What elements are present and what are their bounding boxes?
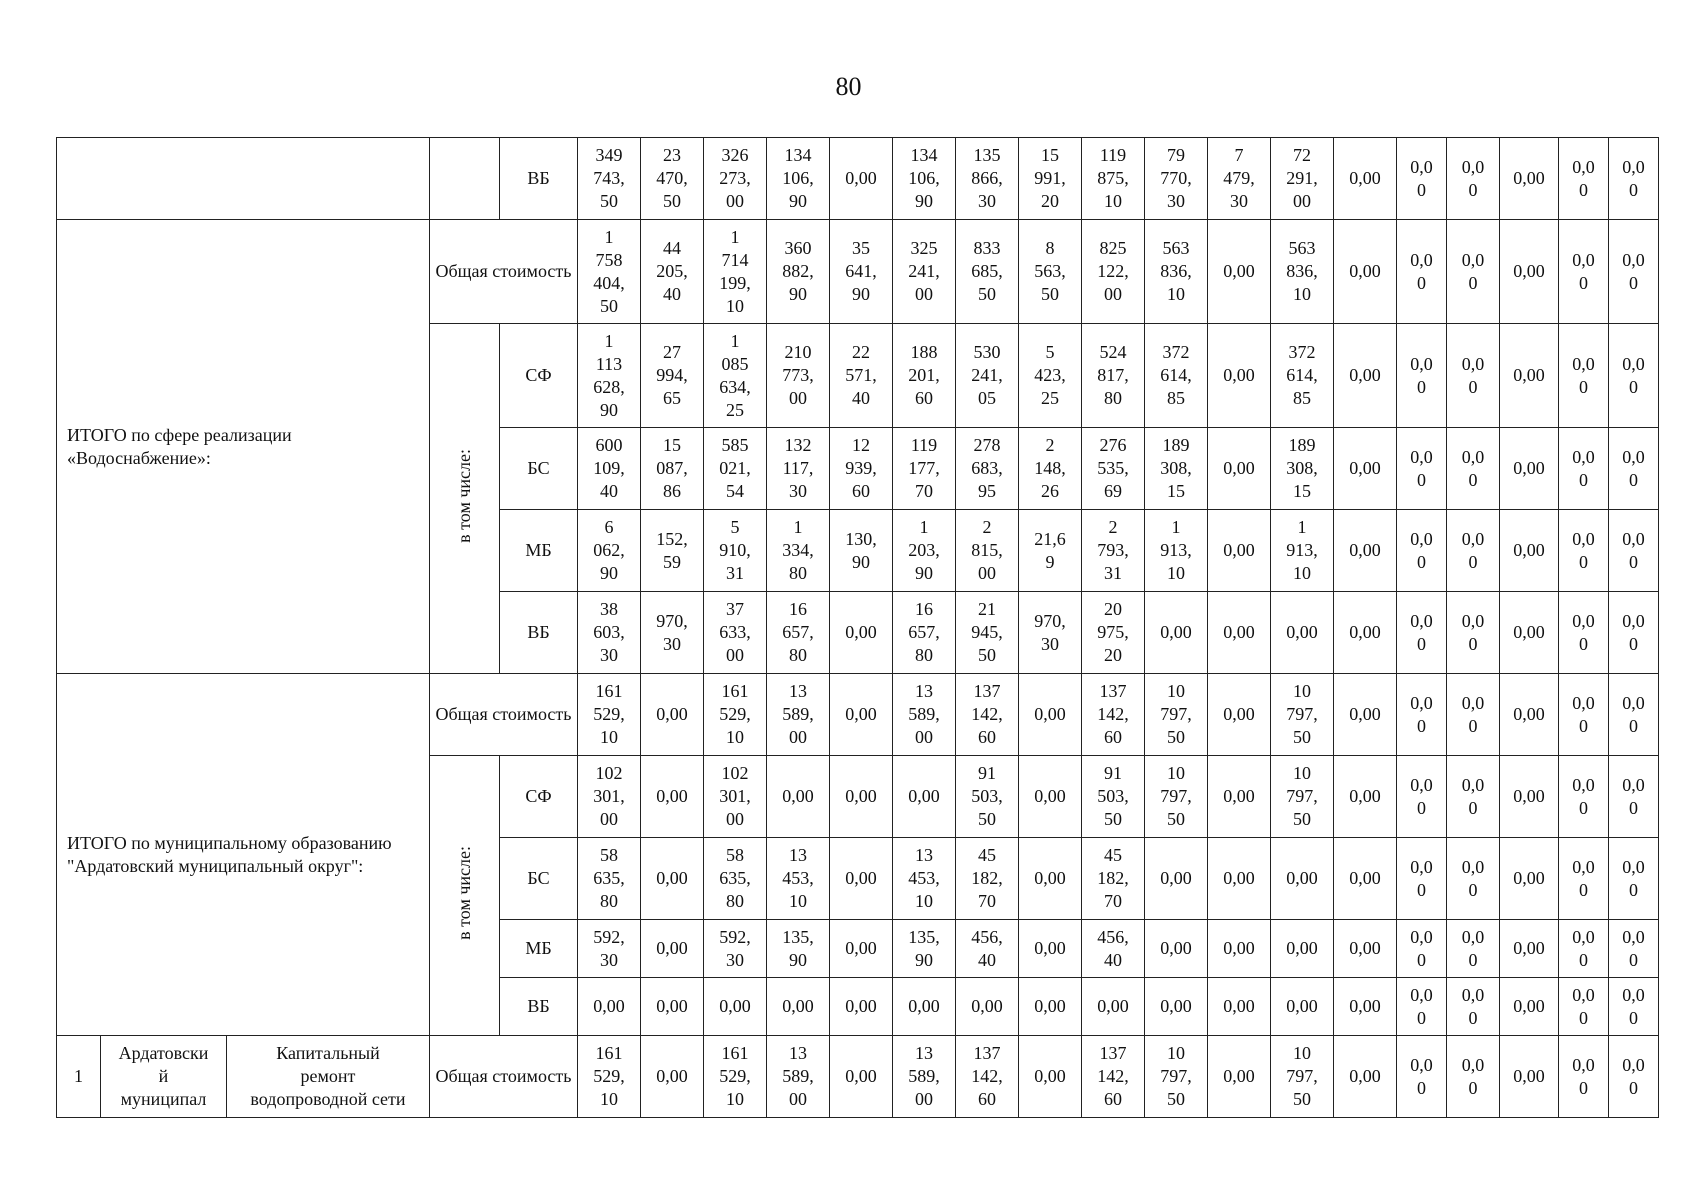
value-cell: 0,00 — [1334, 324, 1397, 428]
value-cell: 1 334, 80 — [767, 510, 830, 592]
source-label: ВБ — [500, 978, 578, 1036]
value-cell: 0,00 — [1500, 592, 1559, 674]
value-cell: 137 142, 60 — [1082, 1036, 1145, 1118]
value-cell: 0,00 — [1208, 838, 1271, 920]
value-cell: 0,0 0 — [1397, 978, 1447, 1036]
value-cell: 0,0 0 — [1559, 920, 1609, 978]
value-cell: 22 571, 40 — [830, 324, 893, 428]
value-cell: 0,00 — [830, 592, 893, 674]
item-municipality: Ардатовски й муниципал — [101, 1036, 227, 1118]
value-cell: 0,00 — [1019, 674, 1082, 756]
value-cell: 0,0 0 — [1609, 838, 1659, 920]
value-cell: 91 503, 50 — [1082, 756, 1145, 838]
value-cell: 13 453, 10 — [893, 838, 956, 920]
value-cell: 5 423, 25 — [1019, 324, 1082, 428]
value-cell: 0,00 — [1334, 674, 1397, 756]
value-cell: 0,0 0 — [1609, 978, 1659, 1036]
value-cell: 44 205, 40 — [641, 220, 704, 324]
value-cell: 2 815, 00 — [956, 510, 1019, 592]
value-cell: 0,0 0 — [1559, 428, 1609, 510]
value-cell: 0,0 0 — [1447, 510, 1500, 592]
value-cell: 0,00 — [1334, 510, 1397, 592]
value-cell: 0,00 — [1500, 510, 1559, 592]
value-cell: 0,00 — [1208, 1036, 1271, 1118]
value-cell: 0,0 0 — [1609, 592, 1659, 674]
value-cell: 0,00 — [1334, 1036, 1397, 1118]
value-cell: 10 797, 50 — [1145, 674, 1208, 756]
total-cost-label: Общая стоимость — [430, 220, 578, 324]
value-cell: 1 085 634, 25 — [704, 324, 767, 428]
table-row — [57, 1036, 1659, 1118]
value-cell: 0,0 0 — [1559, 1036, 1609, 1118]
value-cell: 0,00 — [1271, 838, 1334, 920]
item-object: Капитальный ремонт водопроводной сети — [227, 1036, 430, 1118]
source-label: СФ — [500, 756, 578, 838]
value-cell: 592, 30 — [704, 920, 767, 978]
value-cell: 58 635, 80 — [578, 838, 641, 920]
value-cell: 0,00 — [1208, 920, 1271, 978]
value-cell: 72 291, 00 — [1271, 138, 1334, 220]
value-cell: 0,00 — [893, 756, 956, 838]
value-cell: 91 503, 50 — [956, 756, 1019, 838]
value-cell: 0,00 — [1334, 838, 1397, 920]
value-cell: 563 836, 10 — [1271, 220, 1334, 324]
value-cell: 2 793, 31 — [1082, 510, 1145, 592]
value-cell: 0,00 — [1208, 592, 1271, 674]
value-cell: 0,0 0 — [1559, 324, 1609, 428]
value-cell: 135, 90 — [893, 920, 956, 978]
value-cell: 119 177, 70 — [893, 428, 956, 510]
value-cell: 0,00 — [830, 138, 893, 220]
value-cell: 0,0 0 — [1447, 838, 1500, 920]
value-cell: 0,0 0 — [1447, 592, 1500, 674]
value-cell: 0,0 0 — [1609, 428, 1659, 510]
value-cell: 0,0 0 — [1447, 220, 1500, 324]
value-cell: 0,0 0 — [1447, 920, 1500, 978]
source-label: СФ — [500, 324, 578, 428]
item-number: 1 — [57, 1036, 101, 1118]
value-cell: 1 113 628, 90 — [578, 324, 641, 428]
value-cell: 0,0 0 — [1397, 756, 1447, 838]
value-cell: 0,00 — [1500, 324, 1559, 428]
value-cell: 0,0 0 — [1609, 674, 1659, 756]
value-cell: 0,00 — [1271, 592, 1334, 674]
source-label: БС — [500, 838, 578, 920]
value-cell: 13 453, 10 — [767, 838, 830, 920]
value-cell: 20 975, 20 — [1082, 592, 1145, 674]
value-cell: 0,00 — [1500, 838, 1559, 920]
value-cell: 79 770, 30 — [1145, 138, 1208, 220]
value-cell: 0,0 0 — [1559, 592, 1609, 674]
value-cell: 16 657, 80 — [767, 592, 830, 674]
value-cell: 0,0 0 — [1559, 220, 1609, 324]
value-cell: 0,00 — [1500, 1036, 1559, 1118]
value-cell: 456, 40 — [956, 920, 1019, 978]
value-cell: 970, 30 — [1019, 592, 1082, 674]
value-cell: 0,00 — [1334, 138, 1397, 220]
value-cell: 0,0 0 — [1397, 920, 1447, 978]
value-cell: 15 991, 20 — [1019, 138, 1082, 220]
value-cell: 0,00 — [1208, 324, 1271, 428]
value-cell: 0,0 0 — [1447, 324, 1500, 428]
including-label-cell — [430, 756, 500, 1036]
value-cell: 0,00 — [1145, 920, 1208, 978]
value-cell: 0,0 0 — [1609, 220, 1659, 324]
value-cell: 0,00 — [1500, 756, 1559, 838]
value-cell: 189 308, 15 — [1271, 428, 1334, 510]
value-cell: 5 910, 31 — [704, 510, 767, 592]
value-cell: 0,0 0 — [1559, 978, 1609, 1036]
source-label: ВБ — [500, 138, 578, 220]
value-cell: 0,00 — [767, 756, 830, 838]
value-cell: 825 122, 00 — [1082, 220, 1145, 324]
value-cell: 13 589, 00 — [893, 674, 956, 756]
value-cell: 0,00 — [578, 978, 641, 1036]
value-cell: 15 087, 86 — [641, 428, 704, 510]
value-cell: 10 797, 50 — [1145, 1036, 1208, 1118]
value-cell: 372 614, 85 — [1271, 324, 1334, 428]
value-cell: 13 589, 00 — [767, 1036, 830, 1118]
value-cell: 161 529, 10 — [704, 674, 767, 756]
value-cell: 0,00 — [893, 978, 956, 1036]
value-cell: 0,00 — [641, 978, 704, 1036]
value-cell: 0,0 0 — [1559, 138, 1609, 220]
value-cell: 0,00 — [1500, 138, 1559, 220]
value-cell: 585 021, 54 — [704, 428, 767, 510]
including-label: в том числе: — [454, 845, 474, 940]
value-cell: 0,00 — [1208, 428, 1271, 510]
value-cell: 0,00 — [1019, 920, 1082, 978]
value-cell: 0,00 — [1208, 978, 1271, 1036]
source-label: МБ — [500, 510, 578, 592]
source-label: ВБ — [500, 592, 578, 674]
value-cell: 0,0 0 — [1397, 138, 1447, 220]
value-cell: 0,0 0 — [1609, 920, 1659, 978]
value-cell: 0,0 0 — [1447, 1036, 1500, 1118]
value-cell: 152, 59 — [641, 510, 704, 592]
value-cell: 45 182, 70 — [956, 838, 1019, 920]
value-cell: 134 106, 90 — [767, 138, 830, 220]
value-cell: 1 714 199, 10 — [704, 220, 767, 324]
value-cell: 137 142, 60 — [1082, 674, 1145, 756]
value-cell: 0,00 — [830, 1036, 893, 1118]
value-cell: 37 633, 00 — [704, 592, 767, 674]
value-cell: 0,0 0 — [1397, 674, 1447, 756]
value-cell: 0,0 0 — [1397, 838, 1447, 920]
section-title: ИТОГО по сфере реализации «Водоснабжение»: — [57, 220, 430, 674]
table-row — [57, 138, 1659, 220]
value-cell: 0,0 0 — [1397, 428, 1447, 510]
value-cell: 524 817, 80 — [1082, 324, 1145, 428]
value-cell: 0,0 0 — [1397, 592, 1447, 674]
value-cell: 0,0 0 — [1559, 674, 1609, 756]
value-cell: 13 589, 00 — [893, 1036, 956, 1118]
value-cell: 0,00 — [767, 978, 830, 1036]
value-cell: 102 301, 00 — [704, 756, 767, 838]
value-cell: 132 117, 30 — [767, 428, 830, 510]
value-cell: 0,00 — [1019, 978, 1082, 1036]
value-cell: 1 913, 10 — [1271, 510, 1334, 592]
source-label: МБ — [500, 920, 578, 978]
value-cell: 0,00 — [641, 756, 704, 838]
value-cell: 592, 30 — [578, 920, 641, 978]
value-cell: 13 589, 00 — [767, 674, 830, 756]
value-cell: 0,00 — [641, 674, 704, 756]
value-cell: 0,00 — [1500, 920, 1559, 978]
value-cell: 134 106, 90 — [893, 138, 956, 220]
value-cell: 27 994, 65 — [641, 324, 704, 428]
value-cell: 130, 90 — [830, 510, 893, 592]
value-cell: 0,00 — [1208, 220, 1271, 324]
value-cell: 0,0 0 — [1609, 1036, 1659, 1118]
value-cell: 0,0 0 — [1447, 978, 1500, 1036]
value-cell: 0,00 — [1145, 978, 1208, 1036]
value-cell: 6 062, 90 — [578, 510, 641, 592]
value-cell: 35 641, 90 — [830, 220, 893, 324]
value-cell: 0,00 — [830, 674, 893, 756]
value-cell: 1 203, 90 — [893, 510, 956, 592]
value-cell: 0,0 0 — [1609, 756, 1659, 838]
value-cell: 0,0 0 — [1397, 220, 1447, 324]
value-cell: 0,0 0 — [1447, 138, 1500, 220]
value-cell: 326 273, 00 — [704, 138, 767, 220]
value-cell: 0,00 — [1334, 592, 1397, 674]
value-cell: 0,00 — [956, 978, 1019, 1036]
table-row — [57, 674, 1659, 756]
value-cell: 0,00 — [641, 920, 704, 978]
value-cell: 135 866, 30 — [956, 138, 1019, 220]
value-cell: 210 773, 00 — [767, 324, 830, 428]
value-cell: 0,00 — [1500, 220, 1559, 324]
value-cell: 0,0 0 — [1609, 324, 1659, 428]
value-cell: 278 683, 95 — [956, 428, 1019, 510]
value-cell: 1 758 404, 50 — [578, 220, 641, 324]
value-cell: 189 308, 15 — [1145, 428, 1208, 510]
value-cell: 0,00 — [704, 978, 767, 1036]
value-cell: 0,00 — [1208, 674, 1271, 756]
value-cell: 349 743, 50 — [578, 138, 641, 220]
value-cell: 10 797, 50 — [1271, 1036, 1334, 1118]
empty-cell — [430, 138, 500, 220]
section-title: ИТОГО по муниципальному образованию "Ардатовский муниципальный округ": — [57, 674, 430, 1036]
value-cell: 0,00 — [1271, 920, 1334, 978]
value-cell: 23 470, 50 — [641, 138, 704, 220]
value-cell: 0,00 — [641, 1036, 704, 1118]
value-cell: 0,00 — [1019, 756, 1082, 838]
value-cell: 0,00 — [1500, 428, 1559, 510]
value-cell: 600 109, 40 — [578, 428, 641, 510]
value-cell: 21,6 9 — [1019, 510, 1082, 592]
value-cell: 0,0 0 — [1397, 324, 1447, 428]
value-cell: 0,00 — [1271, 978, 1334, 1036]
value-cell: 0,0 0 — [1559, 838, 1609, 920]
value-cell: 0,0 0 — [1447, 428, 1500, 510]
budget-table — [56, 137, 1659, 1118]
value-cell: 0,0 0 — [1559, 510, 1609, 592]
value-cell: 0,00 — [1019, 1036, 1082, 1118]
value-cell: 530 241, 05 — [956, 324, 1019, 428]
value-cell: 0,0 0 — [1397, 510, 1447, 592]
value-cell: 0,00 — [1082, 978, 1145, 1036]
value-cell: 10 797, 50 — [1271, 756, 1334, 838]
value-cell: 0,00 — [830, 756, 893, 838]
value-cell: 0,00 — [1334, 920, 1397, 978]
value-cell: 0,0 0 — [1447, 756, 1500, 838]
total-cost-label: Общая стоимость — [430, 674, 578, 756]
value-cell: 161 529, 10 — [704, 1036, 767, 1118]
value-cell: 563 836, 10 — [1145, 220, 1208, 324]
including-label-cell — [430, 324, 500, 674]
value-cell: 0,0 0 — [1609, 138, 1659, 220]
value-cell: 8 563, 50 — [1019, 220, 1082, 324]
value-cell: 0,0 0 — [1609, 510, 1659, 592]
value-cell: 58 635, 80 — [704, 838, 767, 920]
value-cell: 102 301, 00 — [578, 756, 641, 838]
value-cell: 0,00 — [1208, 510, 1271, 592]
page-number: 80 — [835, 72, 862, 101]
value-cell: 0,0 0 — [1447, 674, 1500, 756]
value-cell: 0,00 — [830, 920, 893, 978]
value-cell: 833 685, 50 — [956, 220, 1019, 324]
value-cell: 161 529, 10 — [578, 1036, 641, 1118]
value-cell: 12 939, 60 — [830, 428, 893, 510]
value-cell: 276 535, 69 — [1082, 428, 1145, 510]
value-cell: 188 201, 60 — [893, 324, 956, 428]
value-cell: 0,00 — [830, 978, 893, 1036]
value-cell: 45 182, 70 — [1082, 838, 1145, 920]
value-cell: 0,00 — [1334, 978, 1397, 1036]
value-cell: 10 797, 50 — [1145, 756, 1208, 838]
value-cell: 372 614, 85 — [1145, 324, 1208, 428]
value-cell: 0,00 — [1500, 978, 1559, 1036]
value-cell: 0,00 — [1145, 592, 1208, 674]
value-cell: 7 479, 30 — [1208, 138, 1271, 220]
value-cell: 0,00 — [1145, 838, 1208, 920]
total-cost-label: Общая стоимость — [430, 1036, 578, 1118]
value-cell: 38 603, 30 — [578, 592, 641, 674]
source-label: БС — [500, 428, 578, 510]
value-cell: 10 797, 50 — [1271, 674, 1334, 756]
value-cell: 16 657, 80 — [893, 592, 956, 674]
value-cell: 0,00 — [830, 838, 893, 920]
value-cell: 0,00 — [1334, 220, 1397, 324]
value-cell: 0,00 — [1334, 428, 1397, 510]
value-cell: 325 241, 00 — [893, 220, 956, 324]
value-cell: 360 882, 90 — [767, 220, 830, 324]
including-label: в том числе: — [454, 448, 474, 543]
value-cell: 456, 40 — [1082, 920, 1145, 978]
value-cell: 135, 90 — [767, 920, 830, 978]
value-cell: 137 142, 60 — [956, 674, 1019, 756]
value-cell: 0,0 0 — [1559, 756, 1609, 838]
value-cell: 970, 30 — [641, 592, 704, 674]
value-cell: 0,0 0 — [1397, 1036, 1447, 1118]
table-row — [57, 220, 1659, 324]
value-cell: 2 148, 26 — [1019, 428, 1082, 510]
value-cell: 0,00 — [641, 838, 704, 920]
value-cell: 0,00 — [1019, 838, 1082, 920]
value-cell: 0,00 — [1500, 674, 1559, 756]
value-cell: 0,00 — [1334, 756, 1397, 838]
value-cell: 0,00 — [1208, 756, 1271, 838]
value-cell: 137 142, 60 — [956, 1036, 1019, 1118]
value-cell: 21 945, 50 — [956, 592, 1019, 674]
section-title-cell — [57, 138, 430, 220]
value-cell: 1 913, 10 — [1145, 510, 1208, 592]
value-cell: 119 875, 10 — [1082, 138, 1145, 220]
value-cell: 161 529, 10 — [578, 674, 641, 756]
